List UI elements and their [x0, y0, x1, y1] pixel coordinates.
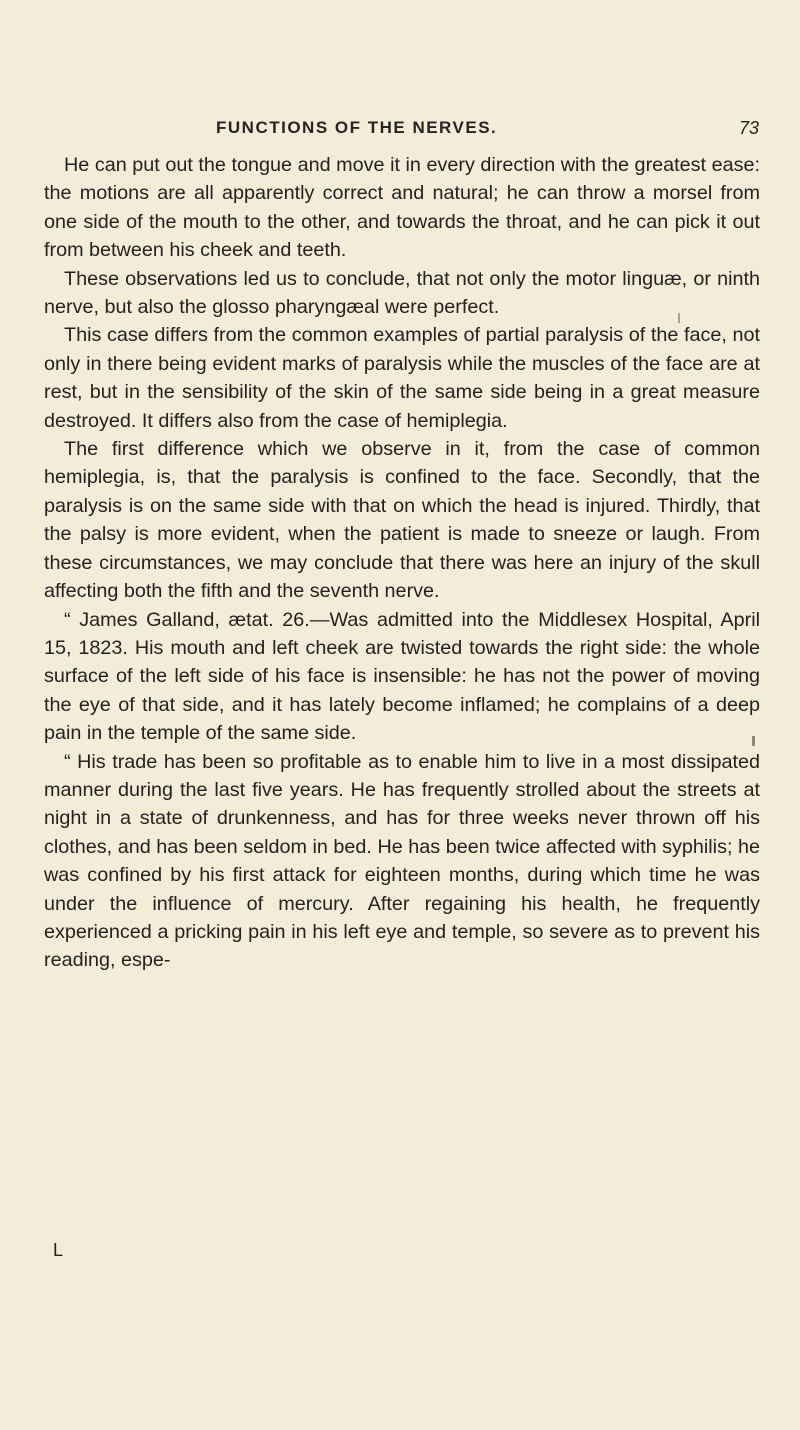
ink-speck: [752, 736, 755, 746]
paragraph-tongue-motion: He can put out the tongue and move it in every direction with the greatest ease: the motions are all apparently correct and natural; he can throw a morsel from one side of the mouth to the other, and towards the throat, and he can pick it out from between his cheek and teeth.: [44, 154, 760, 262]
page-number: 73: [739, 118, 760, 138]
paragraph-case-differs: This case differs from the common examples of partial paralysis of the face, not only in there being evident marks of paralysis while the muscles of the face are at rest, but in the sensibility of the skin of the same side being in a great measure destroyed. It differs also from the case of hemiplegia.: [44, 324, 760, 432]
running-head: [0, 118, 800, 142]
paragraph-first-difference: The first difference which we observe in it, from the case of common hemiplegia, is, that the paralysis is confined to the face. Secondly, that the paralysis is on the same side with that on which the head is injured. Thirdly, that the palsy is more evident, when the patient is made to sneeze or laugh. From these circumstances, we may conclude that there was here an injury of the skull affecting both the fifth and the seventh nerve.: [44, 438, 760, 603]
paragraph-observations: These observations led us to conclude, that not only the motor linguæ, or ninth nerve, but also the glosso pharyngæal were perfect.: [44, 267, 760, 319]
paragraph-trade-history: “ His trade has been so profitable as to enable him to live in a most dissipated manner during the last five years. He has frequently strolled about the streets at night in a state of drunkenness, and has for three weeks never thrown off his clothes, and has been seldom in bed. He has been twice affected with syphilis; he was confined by his first attack for eighteen months, during which time he was under the influence of mercury. After regaining his health, he frequently experienced a pricking pain in his left eye and temple, so severe as to prevent his reading, espe-: [44, 750, 760, 972]
signature-mark: L: [53, 1240, 64, 1260]
running-title: FUNCTIONS OF THE NERVES.: [216, 118, 498, 137]
paragraph-james-galland: “ James Galland, ætat. 26.—Was admitted into the Middlesex Hospital, April 15, 1823. His mouth and left cheek are twisted towards the right side: the whole surface of the left side of his face is insensible: he has not the power of moving the eye of that side, and it has lately become inflamed; he complains of a deep pain in the temple of the same side.: [44, 608, 760, 745]
ink-speck: [678, 313, 680, 323]
body-text: [44, 151, 760, 975]
